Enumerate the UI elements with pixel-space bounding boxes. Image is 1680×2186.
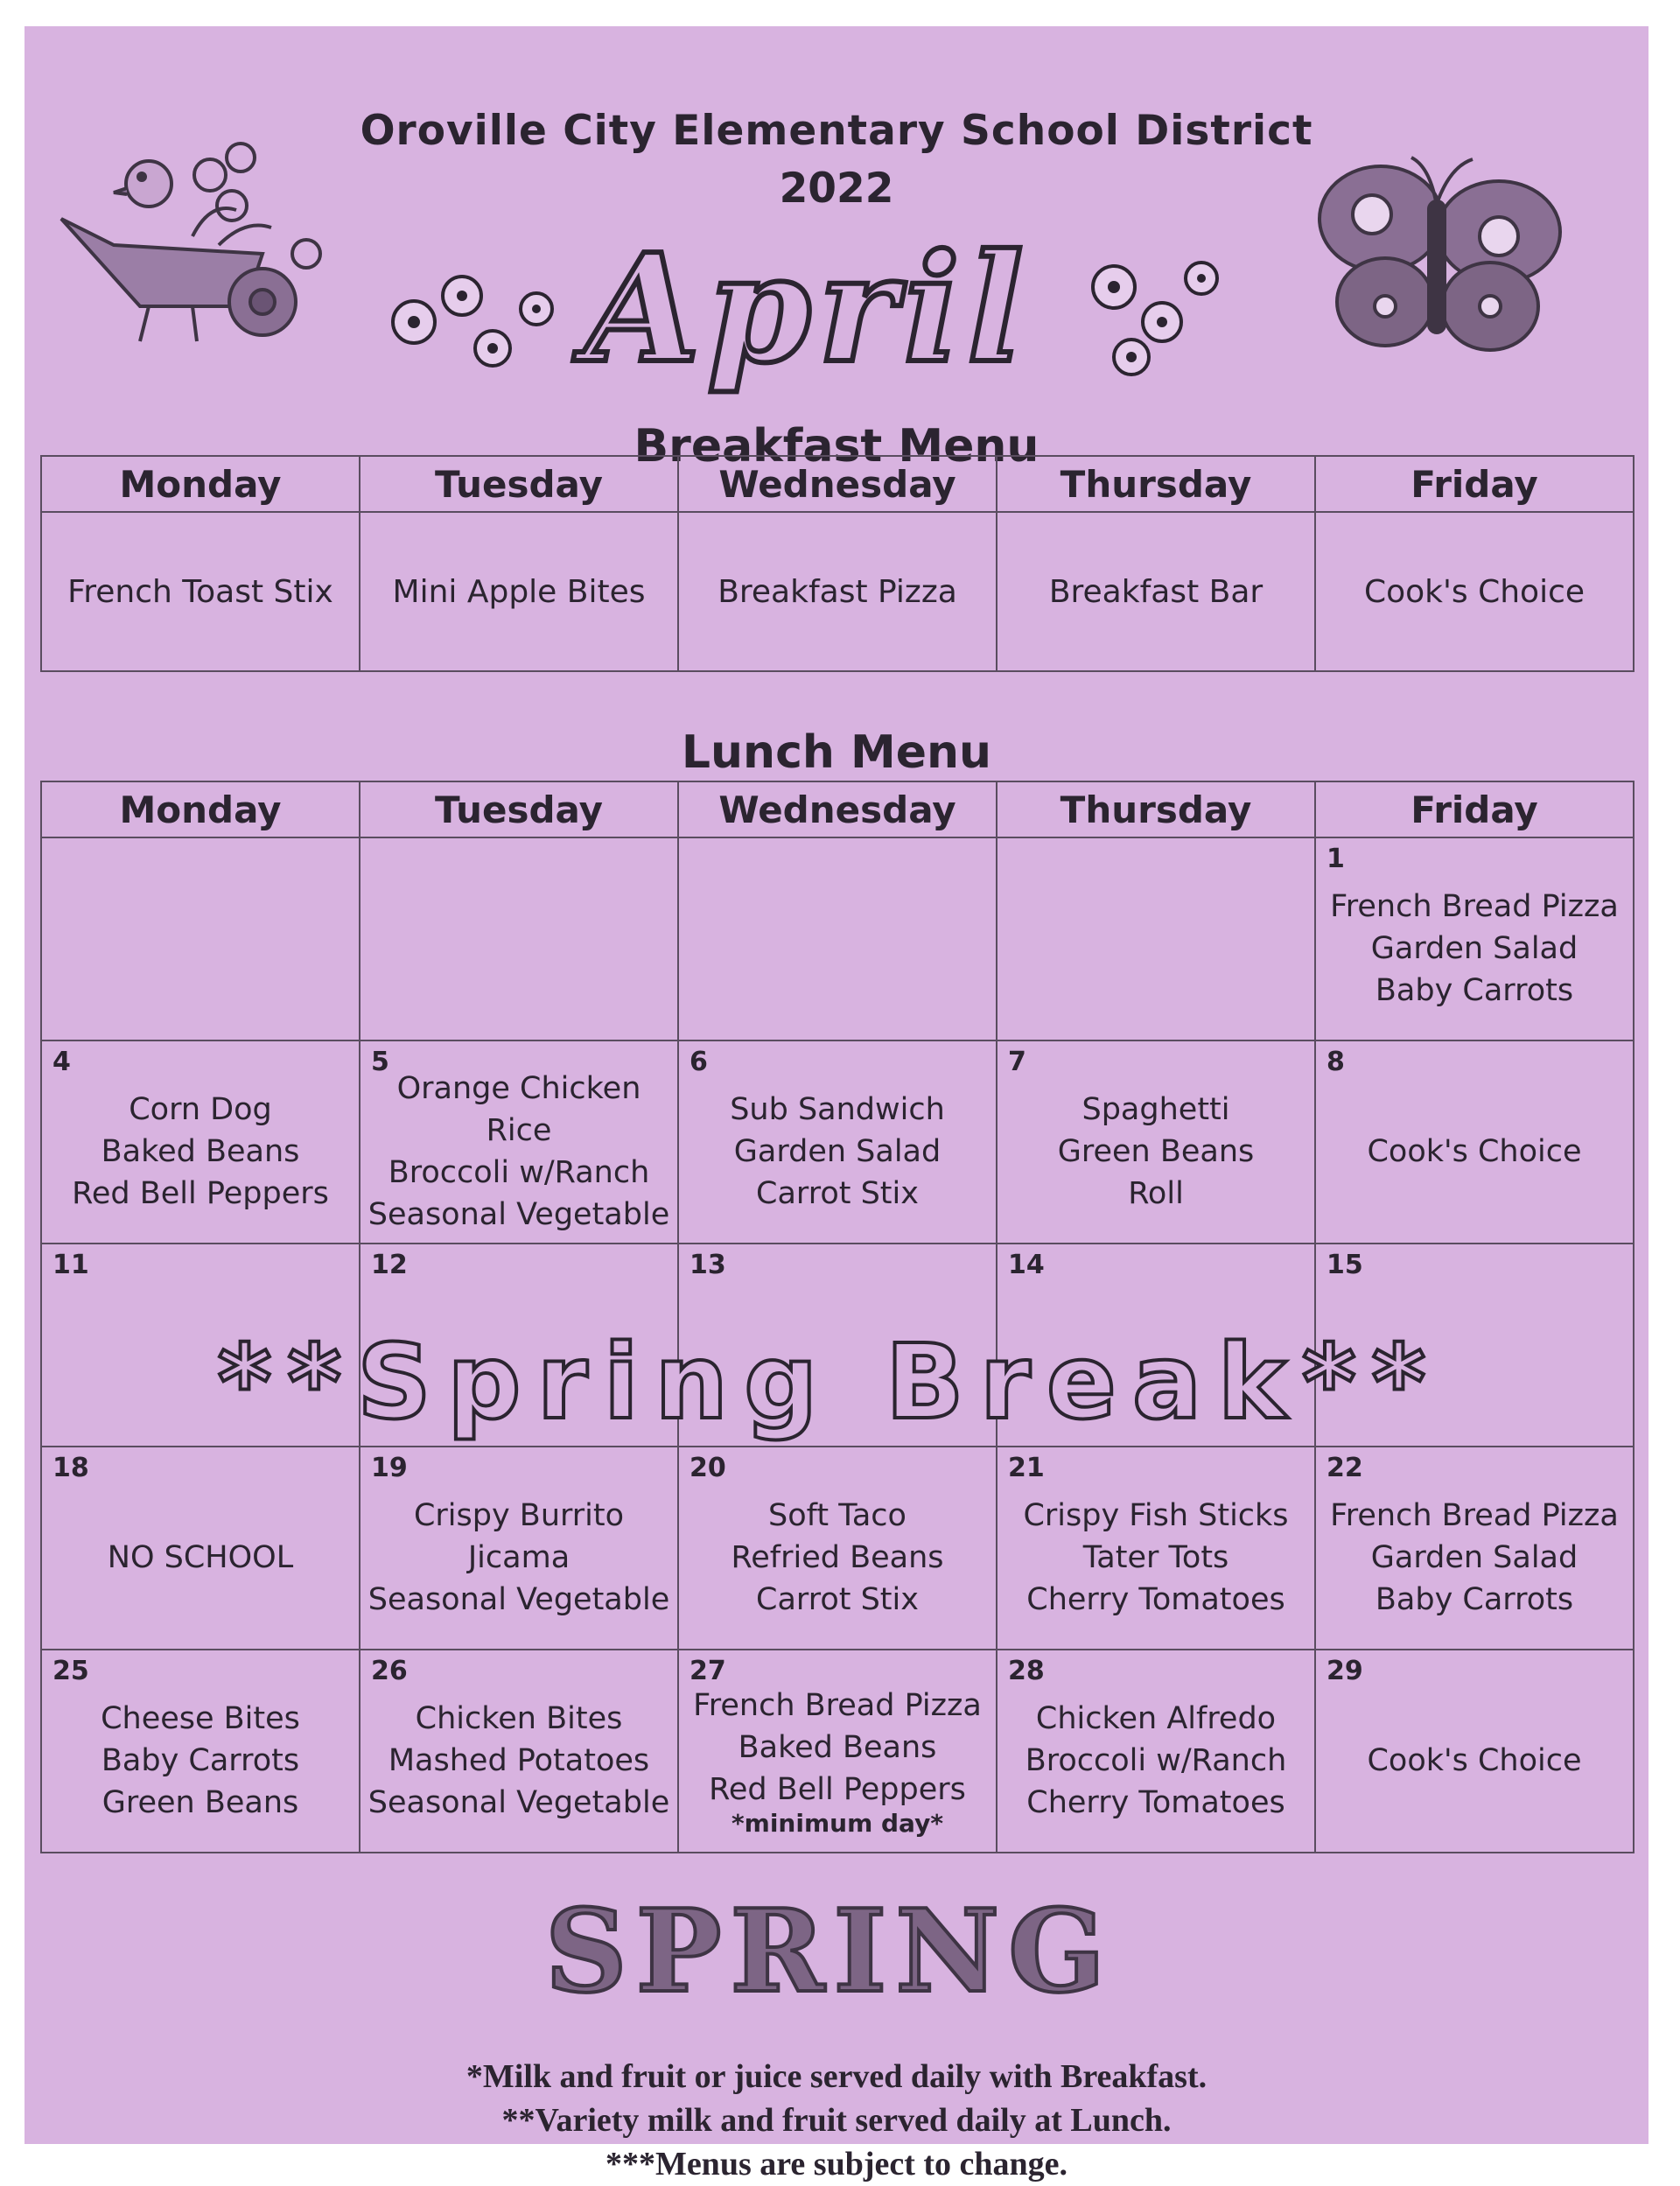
menu-items	[42, 1678, 359, 1824]
date-number: 8	[1326, 1047, 1345, 1077]
menu-items	[998, 1475, 1314, 1621]
lunch-day-wednesday: Wednesday	[678, 781, 997, 837]
menu-items	[1316, 1111, 1633, 1173]
menu-item: Baked Beans	[738, 1730, 937, 1765]
lunch-day-cell	[997, 837, 1315, 1040]
date-number: 26	[371, 1656, 408, 1686]
date-number: 29	[1326, 1656, 1363, 1686]
lunch-header-row	[41, 781, 1634, 837]
menu-item: Red Bell Peppers	[709, 1772, 966, 1807]
breakfast-day-monday: Monday	[41, 456, 360, 512]
breakfast-header-row	[41, 456, 1634, 512]
menu-items	[42, 1517, 359, 1579]
menu-items	[1316, 866, 1633, 1012]
district-title: Oroville City Elementary School District	[360, 107, 1313, 155]
spring-break-banner: **Spring Break**	[217, 1321, 1442, 1442]
menu-item: Corn Dog	[129, 1092, 272, 1127]
lunch-day-cell	[1315, 837, 1634, 1040]
lunch-day-cell	[41, 1040, 360, 1244]
lunch-day-thursday: Thursday	[997, 781, 1315, 837]
lunch-day-friday: Friday	[1315, 781, 1634, 837]
lunch-day-cell	[1315, 1650, 1634, 1853]
date-number: 18	[52, 1453, 89, 1483]
lunch-day-tuesday: Tuesday	[360, 781, 678, 837]
menu-item: Cook's Choice	[1367, 1134, 1582, 1169]
lunch-day-cell	[1315, 1040, 1634, 1244]
lunch-day-cell	[997, 1650, 1315, 1853]
date-number: 20	[690, 1453, 726, 1483]
lunch-day-cell	[997, 1447, 1315, 1650]
menu-item: Broccoli w/Ranch	[388, 1155, 650, 1190]
breakfast-table	[40, 455, 1634, 672]
lunch-week-row	[41, 837, 1634, 1040]
menu-item: NO SCHOOL	[107, 1540, 294, 1575]
breakfast-title: Breakfast Menu	[634, 420, 1040, 473]
date-number: 27	[690, 1656, 726, 1686]
menu-items	[679, 929, 996, 949]
date-number: 7	[1008, 1047, 1026, 1077]
year-title: 2022	[779, 165, 894, 213]
menu-items	[1316, 1720, 1633, 1782]
menu-item: French Bread Pizza	[693, 1688, 982, 1723]
menu-items	[998, 1069, 1314, 1215]
breakfast-day-thursday: Thursday	[997, 456, 1315, 512]
menu-item: French Bread Pizza	[1330, 889, 1619, 924]
breakfast-item-friday: Cook's Choice	[1315, 512, 1634, 671]
menu-item: Crispy Fish Sticks	[1023, 1498, 1289, 1533]
menu-item: Baked Beans	[101, 1134, 300, 1169]
date-number: 4	[52, 1047, 71, 1077]
menu-item: Cherry Tomatoes	[1026, 1785, 1285, 1820]
menu-item: Chicken Alfredo	[1035, 1701, 1277, 1736]
date-number: 21	[1008, 1453, 1045, 1483]
breakfast-day-wednesday: Wednesday	[678, 456, 997, 512]
menu-item: Soft Taco	[768, 1498, 906, 1533]
menu-item: Cherry Tomatoes	[1026, 1582, 1285, 1617]
menu-item: Garden Salad	[1370, 1540, 1578, 1575]
menu-items	[679, 1475, 996, 1621]
minimum-day-note: *minimum day*	[732, 1809, 943, 1838]
lunch-day-cell	[360, 837, 678, 1040]
breakfast-item-tuesday: Mini Apple Bites	[360, 512, 678, 671]
menu-item: Rice	[486, 1113, 552, 1148]
menu-item: Crispy Burrito	[413, 1498, 625, 1533]
lunch-day-monday: Monday	[41, 781, 360, 837]
menu-items	[360, 1048, 677, 1236]
lunch-week-row	[41, 1447, 1634, 1650]
date-number: 19	[371, 1453, 408, 1483]
breakfast-item-wednesday: Breakfast Pizza	[678, 512, 997, 671]
menu-item: Roll	[1128, 1176, 1184, 1211]
lunch-day-cell	[678, 1040, 997, 1244]
lunch-day-cell	[41, 1650, 360, 1853]
menu-items	[42, 929, 359, 949]
menu-item: Garden Salad	[733, 1134, 942, 1169]
footnote-lunch: **Variety milk and fruit served daily at Lunch.	[501, 2102, 1172, 2139]
lunch-week-row	[41, 1040, 1634, 1244]
menu-items	[998, 1678, 1314, 1824]
spring-word-art: SPRING	[544, 1884, 1115, 2018]
lunch-day-cell	[678, 837, 997, 1040]
menu-items	[1316, 1475, 1633, 1621]
lunch-day-cell	[41, 837, 360, 1040]
lunch-day-cell	[41, 1447, 360, 1650]
date-number: 25	[52, 1656, 89, 1686]
menu-item: Jicama	[467, 1540, 570, 1575]
breakfast-items-row	[41, 512, 1634, 671]
menu-items	[679, 1069, 996, 1215]
date-number: 14	[1008, 1250, 1045, 1280]
date-number: 13	[690, 1250, 726, 1280]
month-banner	[361, 221, 1254, 410]
menu-item: Carrot Stix	[756, 1176, 919, 1211]
menu-item: Carrot Stix	[756, 1582, 919, 1617]
menu-item: Chicken Bites	[415, 1701, 623, 1736]
breakfast-day-friday: Friday	[1315, 456, 1634, 512]
breakfast-item-thursday: Breakfast Bar	[997, 512, 1315, 671]
lunch-day-cell	[360, 1650, 678, 1853]
menu-item: Tater Tots	[1082, 1540, 1229, 1575]
menu-item: Seasonal Vegetable	[368, 1785, 670, 1820]
menu-item: Broccoli w/Ranch	[1025, 1743, 1287, 1778]
lunch-week-row	[41, 1650, 1634, 1853]
menu-item: Garden Salad	[1370, 931, 1578, 966]
menu-items	[42, 1069, 359, 1215]
date-number: 11	[52, 1250, 89, 1280]
month-title: April	[584, 221, 1031, 396]
lunch-day-cell	[360, 1040, 678, 1244]
date-number: 12	[371, 1250, 408, 1280]
date-number: 5	[371, 1047, 389, 1077]
menu-item: Seasonal Vegetable	[368, 1582, 670, 1617]
footnote-breakfast: *Milk and fruit or juice served daily with Breakfast.	[466, 2058, 1208, 2095]
menu-item: Red Bell Peppers	[72, 1176, 329, 1211]
menu-item: Refried Beans	[731, 1540, 944, 1575]
date-number: 28	[1008, 1656, 1045, 1686]
menu-item: Spaghetti	[1082, 1092, 1230, 1127]
breakfast-day-tuesday: Tuesday	[360, 456, 678, 512]
lunch-title: Lunch Menu	[681, 726, 992, 779]
date-number: 22	[1326, 1453, 1363, 1483]
date-number: 1	[1326, 844, 1345, 874]
menu-items	[998, 929, 1314, 949]
menu-item: Green Beans	[102, 1785, 299, 1820]
menu-item: Green Beans	[1057, 1134, 1255, 1169]
menu-item: Seasonal Vegetable	[368, 1197, 670, 1232]
wheelbarrow-flowers-icon	[44, 123, 332, 350]
menu-item: Baby Carrots	[1375, 973, 1574, 1008]
menu-item: Baby Carrots	[1375, 1582, 1574, 1617]
menu-item: Cheese Bites	[101, 1701, 300, 1736]
lunch-day-cell	[1315, 1447, 1634, 1650]
menu-items	[360, 1475, 677, 1621]
lunch-table	[40, 781, 1634, 1853]
menu-item: Cook's Choice	[1367, 1743, 1582, 1778]
lunch-day-cell	[997, 1040, 1315, 1244]
menu-item: Sub Sandwich	[730, 1092, 945, 1127]
menu-item: Baby Carrots	[101, 1743, 300, 1778]
footnotes	[24, 2055, 1648, 2186]
footnote-menus-change: ***Menus are subject to change.	[605, 2146, 1068, 2182]
date-number: 6	[690, 1047, 708, 1077]
lunch-day-cell	[360, 1447, 678, 1650]
lunch-day-cell	[678, 1447, 997, 1650]
menu-item: Mashed Potatoes	[388, 1743, 650, 1778]
menu-items	[360, 929, 677, 949]
menu-item: Orange Chicken	[396, 1071, 641, 1106]
lunch-day-cell	[678, 1650, 997, 1853]
menu-items	[679, 1665, 996, 1837]
menu-items	[360, 1678, 677, 1824]
menu-sheet	[24, 26, 1648, 2182]
breakfast-item-monday: French Toast Stix	[41, 512, 360, 671]
date-number: 15	[1326, 1250, 1363, 1280]
menu-item: French Bread Pizza	[1330, 1498, 1619, 1533]
